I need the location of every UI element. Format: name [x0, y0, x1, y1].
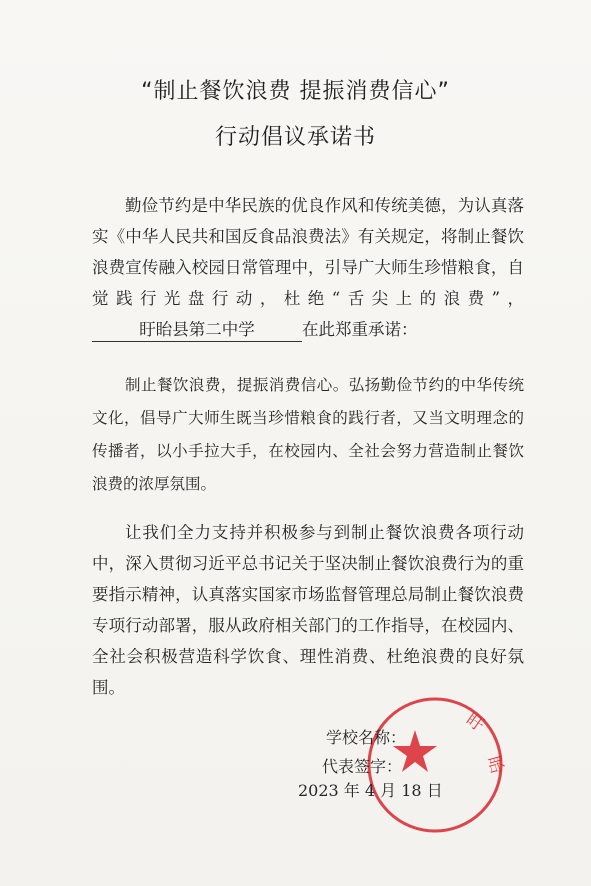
- school-name-label: 学校名称：: [326, 728, 407, 747]
- paragraph-pledge-intro: [92, 190, 524, 345]
- paragraph-pledge-body: 制止餐饮浪费，提振消费信心。弘扬勤俭节约的中华传统文化，倡导广大师生既当珍惜粮食的践行者，又当文明理念的传播者，以小手拉大手，在校园内、全社会努力营造制止餐饮浪费的浓厚氛围。: [92, 376, 524, 493]
- paragraph-pledge-intro-end: 在此郑重承诺：: [302, 320, 418, 339]
- document-subtitle: 行动倡议承诺书: [214, 125, 376, 150]
- representative-signature-label: 代表签字：: [322, 757, 403, 776]
- signature-date: 2023 年 4 月 18 日: [298, 781, 443, 800]
- paragraph-pledge-intro-text: 勤俭节约是中华民族的优良作风和传统美德，为认真落实《中华人民共和国反食品浪费法》有关规定，将制止餐饮浪费宣传融入校园日常管理中，引导广大师生珍惜粮食，自觉践行光盘行动，杜绝“舌尖上的浪费”，: [92, 196, 524, 308]
- paragraph-pledge-closing: 让我们全力支持并积极参与到制止餐饮浪费各项行动中，深入贯彻习近平总书记关于坚决制止餐饮浪费行为的重要指示精神，认真落实国家市场监督管理总局制止餐饮浪费专项行动部署，服从政府相关部门的工作指导，在校园内、全社会积极营造科学饮食、理性消费、杜绝浪费的良好氛围。: [92, 523, 524, 697]
- svg-text:盱: 盱: [462, 709, 488, 736]
- svg-text:眙: 眙: [483, 754, 507, 776]
- document-title: “制止餐饮浪费 提振消费信心”: [141, 79, 450, 104]
- school-name-field: 盱眙县第二中学: [92, 319, 302, 342]
